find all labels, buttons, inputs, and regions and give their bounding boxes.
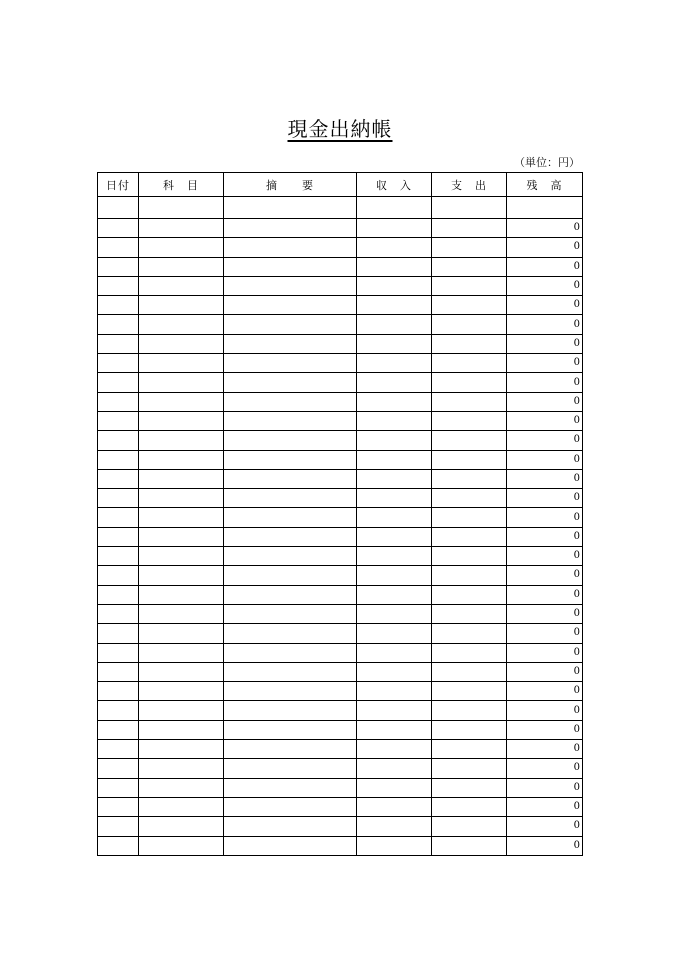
cell-expense[interactable] — [432, 315, 507, 334]
cell-subject[interactable] — [139, 585, 224, 604]
cell-income[interactable] — [357, 431, 432, 450]
cell-summary[interactable] — [224, 740, 357, 759]
cell-date[interactable] — [98, 354, 139, 373]
cell-subject[interactable] — [139, 276, 224, 295]
cell-summary[interactable] — [224, 373, 357, 392]
table-row — [98, 508, 583, 527]
table-row — [98, 296, 583, 315]
cell-date[interactable] — [98, 604, 139, 623]
cell-expense[interactable] — [432, 276, 507, 295]
cell-expense[interactable] — [432, 296, 507, 315]
cell-balance[interactable]: 0 — [507, 682, 583, 701]
cell-expense[interactable] — [432, 740, 507, 759]
cell-summary[interactable] — [224, 334, 357, 353]
cell-income[interactable] — [357, 720, 432, 739]
cell-income[interactable] — [357, 527, 432, 546]
table-row — [98, 392, 583, 411]
cell-date[interactable] — [98, 469, 139, 488]
cell-income[interactable] — [357, 257, 432, 276]
page-title-text: 現金出納帳 — [287, 117, 393, 141]
cell-income[interactable] — [357, 604, 432, 623]
cell-balance[interactable]: 0 — [507, 624, 583, 643]
table-row — [98, 547, 583, 566]
cell-expense[interactable] — [432, 469, 507, 488]
cell-expense[interactable] — [432, 720, 507, 739]
cell-income[interactable] — [357, 354, 432, 373]
cell-date[interactable] — [98, 431, 139, 450]
cell-summary[interactable] — [224, 257, 357, 276]
cell-balance[interactable]: 0 — [507, 759, 583, 778]
cell-income[interactable] — [357, 682, 432, 701]
cell-balance[interactable]: 0 — [507, 354, 583, 373]
cell-date[interactable] — [98, 701, 139, 720]
table-row — [98, 315, 583, 334]
cell-income[interactable] — [357, 469, 432, 488]
cell-balance[interactable]: 0 — [507, 219, 583, 238]
cell-expense[interactable] — [432, 431, 507, 450]
cell-expense[interactable] — [432, 450, 507, 469]
cell-expense[interactable] — [432, 392, 507, 411]
cell-date[interactable] — [98, 682, 139, 701]
cell-summary[interactable] — [224, 566, 357, 585]
cell-summary[interactable] — [224, 643, 357, 662]
cell-summary[interactable] — [224, 489, 357, 508]
cell-subject[interactable] — [139, 836, 224, 855]
table-row — [98, 257, 583, 276]
cell-income[interactable] — [357, 778, 432, 797]
table-row — [98, 682, 583, 701]
cell-balance[interactable]: 0 — [507, 778, 583, 797]
cell-balance[interactable]: 0 — [507, 720, 583, 739]
cell-date[interactable] — [98, 315, 139, 334]
cell-expense[interactable] — [432, 527, 507, 546]
cell-summary[interactable] — [224, 469, 357, 488]
cell-income[interactable] — [357, 836, 432, 855]
header-date: 日付 — [98, 173, 139, 197]
cell-balance[interactable]: 0 — [507, 489, 583, 508]
cell-subject[interactable] — [139, 662, 224, 681]
cell-balance[interactable]: 0 — [507, 238, 583, 257]
table-row — [98, 740, 583, 759]
page-title — [0, 116, 680, 142]
cell-income[interactable] — [357, 489, 432, 508]
table-row — [98, 276, 583, 295]
cell-date[interactable] — [98, 296, 139, 315]
cell-date[interactable] — [98, 720, 139, 739]
table-row — [98, 334, 583, 353]
cell-balance[interactable]: 0 — [507, 315, 583, 334]
cell-income[interactable] — [357, 334, 432, 353]
cell-summary[interactable] — [224, 431, 357, 450]
cell-summary[interactable] — [224, 197, 357, 219]
table-row — [98, 354, 583, 373]
cell-balance[interactable]: 0 — [507, 431, 583, 450]
cell-balance[interactable]: 0 — [507, 508, 583, 527]
cash-ledger-table — [97, 172, 583, 856]
cell-expense[interactable] — [432, 701, 507, 720]
cell-date[interactable] — [98, 740, 139, 759]
cell-date[interactable] — [98, 643, 139, 662]
cell-expense[interactable] — [432, 354, 507, 373]
cell-summary[interactable] — [224, 411, 357, 430]
cell-income[interactable] — [357, 547, 432, 566]
cell-balance[interactable]: 0 — [507, 662, 583, 681]
cell-subject[interactable] — [139, 431, 224, 450]
cell-subject[interactable] — [139, 334, 224, 353]
cell-income[interactable] — [357, 759, 432, 778]
cell-income[interactable] — [357, 296, 432, 315]
table-row — [98, 720, 583, 739]
cell-expense[interactable] — [432, 257, 507, 276]
cell-expense[interactable] — [432, 219, 507, 238]
cell-balance[interactable]: 0 — [507, 527, 583, 546]
cell-summary[interactable] — [224, 296, 357, 315]
cell-date[interactable] — [98, 585, 139, 604]
cell-summary[interactable] — [224, 392, 357, 411]
cell-expense[interactable] — [432, 508, 507, 527]
cell-subject[interactable] — [139, 373, 224, 392]
table-row — [98, 450, 583, 469]
cell-date[interactable] — [98, 392, 139, 411]
cell-date[interactable] — [98, 624, 139, 643]
cell-balance[interactable]: 0 — [507, 334, 583, 353]
table-row — [98, 585, 583, 604]
cell-balance[interactable]: 0 — [507, 373, 583, 392]
cell-summary[interactable] — [224, 682, 357, 701]
cell-summary[interactable] — [224, 604, 357, 623]
cell-subject[interactable] — [139, 257, 224, 276]
cell-summary[interactable] — [224, 547, 357, 566]
cell-summary[interactable] — [224, 315, 357, 334]
table-row — [98, 778, 583, 797]
cell-income[interactable] — [357, 817, 432, 836]
cell-summary[interactable] — [224, 662, 357, 681]
cell-expense[interactable] — [432, 624, 507, 643]
cell-summary[interactable] — [224, 836, 357, 855]
cell-expense[interactable] — [432, 334, 507, 353]
cell-balance[interactable]: 0 — [507, 547, 583, 566]
cell-date[interactable] — [98, 797, 139, 816]
cell-date[interactable] — [98, 817, 139, 836]
cell-summary[interactable] — [224, 701, 357, 720]
cell-subject[interactable] — [139, 547, 224, 566]
cell-income[interactable] — [357, 585, 432, 604]
cell-expense[interactable] — [432, 373, 507, 392]
table-row — [98, 662, 583, 681]
cell-subject[interactable] — [139, 489, 224, 508]
cell-expense[interactable] — [432, 489, 507, 508]
cell-subject[interactable] — [139, 740, 224, 759]
cell-summary[interactable] — [224, 585, 357, 604]
cell-subject[interactable] — [139, 778, 224, 797]
cell-income[interactable] — [357, 197, 432, 219]
cell-income[interactable] — [357, 797, 432, 816]
table-header-row — [98, 173, 583, 197]
cell-income[interactable] — [357, 740, 432, 759]
cell-income[interactable] — [357, 276, 432, 295]
cell-expense[interactable] — [432, 817, 507, 836]
table-row — [98, 566, 583, 585]
cell-subject[interactable] — [139, 624, 224, 643]
cell-subject[interactable] — [139, 643, 224, 662]
cell-date[interactable] — [98, 759, 139, 778]
cell-expense[interactable] — [432, 836, 507, 855]
cell-date[interactable] — [98, 334, 139, 353]
cell-balance[interactable]: 0 — [507, 450, 583, 469]
table-row — [98, 431, 583, 450]
cell-expense[interactable] — [432, 585, 507, 604]
cell-expense[interactable] — [432, 797, 507, 816]
cell-balance[interactable]: 0 — [507, 257, 583, 276]
cell-expense[interactable] — [432, 682, 507, 701]
cell-subject[interactable] — [139, 604, 224, 623]
cell-date[interactable] — [98, 257, 139, 276]
table-row — [98, 219, 583, 238]
cell-balance[interactable] — [507, 197, 583, 219]
header-summary: 摘 要 — [224, 173, 357, 197]
header-income: 収 入 — [357, 173, 432, 197]
cell-income[interactable] — [357, 219, 432, 238]
cell-expense[interactable] — [432, 547, 507, 566]
cell-expense[interactable] — [432, 778, 507, 797]
cell-subject[interactable] — [139, 411, 224, 430]
cell-subject[interactable] — [139, 566, 224, 585]
cell-balance[interactable]: 0 — [507, 296, 583, 315]
cell-balance[interactable]: 0 — [507, 701, 583, 720]
cell-income[interactable] — [357, 624, 432, 643]
table-row — [98, 817, 583, 836]
cell-subject[interactable] — [139, 392, 224, 411]
cell-balance[interactable]: 0 — [507, 604, 583, 623]
table-row — [98, 527, 583, 546]
cell-expense[interactable] — [432, 604, 507, 623]
cell-summary[interactable] — [224, 276, 357, 295]
cell-subject[interactable] — [139, 354, 224, 373]
cell-summary[interactable] — [224, 778, 357, 797]
cell-income[interactable] — [357, 508, 432, 527]
cell-expense[interactable] — [432, 566, 507, 585]
cell-subject[interactable] — [139, 817, 224, 836]
cell-income[interactable] — [357, 566, 432, 585]
cell-subject[interactable] — [139, 682, 224, 701]
table-row — [98, 701, 583, 720]
table-row — [98, 469, 583, 488]
cell-summary[interactable] — [224, 797, 357, 816]
cell-date[interactable] — [98, 547, 139, 566]
cell-summary[interactable] — [224, 450, 357, 469]
cell-subject[interactable] — [139, 197, 224, 219]
table-row — [98, 836, 583, 855]
cell-balance[interactable]: 0 — [507, 276, 583, 295]
cell-balance[interactable]: 0 — [507, 469, 583, 488]
cell-summary[interactable] — [224, 527, 357, 546]
cell-date[interactable] — [98, 219, 139, 238]
cell-summary[interactable] — [224, 624, 357, 643]
cell-balance[interactable]: 0 — [507, 411, 583, 430]
cell-summary[interactable] — [224, 238, 357, 257]
table-row — [98, 643, 583, 662]
cell-balance[interactable]: 0 — [507, 740, 583, 759]
cell-date[interactable] — [98, 836, 139, 855]
cell-balance[interactable]: 0 — [507, 836, 583, 855]
cell-balance[interactable]: 0 — [507, 643, 583, 662]
cell-date[interactable] — [98, 662, 139, 681]
cell-income[interactable] — [357, 701, 432, 720]
cell-subject[interactable] — [139, 450, 224, 469]
cell-balance[interactable]: 0 — [507, 817, 583, 836]
cell-subject[interactable] — [139, 527, 224, 546]
cell-date[interactable] — [98, 238, 139, 257]
header-balance: 残 高 — [507, 173, 583, 197]
table-row — [98, 489, 583, 508]
cell-income[interactable] — [357, 643, 432, 662]
cell-subject[interactable] — [139, 219, 224, 238]
cell-expense[interactable] — [432, 411, 507, 430]
cell-date[interactable] — [98, 508, 139, 527]
header-subject: 科 目 — [139, 173, 224, 197]
cell-expense[interactable] — [432, 238, 507, 257]
table-row — [98, 604, 583, 623]
cell-summary[interactable] — [224, 354, 357, 373]
cell-date[interactable] — [98, 778, 139, 797]
cell-expense[interactable] — [432, 662, 507, 681]
cell-date[interactable] — [98, 373, 139, 392]
cell-subject[interactable] — [139, 469, 224, 488]
cell-date[interactable] — [98, 276, 139, 295]
cell-date[interactable] — [98, 411, 139, 430]
cell-income[interactable] — [357, 662, 432, 681]
table-row — [98, 373, 583, 392]
cell-summary[interactable] — [224, 817, 357, 836]
cell-expense[interactable] — [432, 759, 507, 778]
cell-summary[interactable] — [224, 720, 357, 739]
cell-subject[interactable] — [139, 720, 224, 739]
cell-subject[interactable] — [139, 759, 224, 778]
table-row — [98, 238, 583, 257]
cell-balance[interactable]: 0 — [507, 585, 583, 604]
cell-income[interactable] — [357, 392, 432, 411]
table-row — [98, 624, 583, 643]
unit-note: （単位：円） — [514, 156, 580, 169]
cell-expense[interactable] — [432, 643, 507, 662]
table-row — [98, 759, 583, 778]
cell-subject[interactable] — [139, 797, 224, 816]
cell-balance[interactable]: 0 — [507, 797, 583, 816]
cell-summary[interactable] — [224, 759, 357, 778]
cell-income[interactable] — [357, 411, 432, 430]
table-row — [98, 411, 583, 430]
cell-balance[interactable]: 0 — [507, 566, 583, 585]
cell-summary[interactable] — [224, 219, 357, 238]
cell-subject[interactable] — [139, 238, 224, 257]
cell-date[interactable] — [98, 566, 139, 585]
cell-date[interactable] — [98, 450, 139, 469]
cell-subject[interactable] — [139, 701, 224, 720]
cell-subject[interactable] — [139, 296, 224, 315]
cell-subject[interactable] — [139, 315, 224, 334]
cell-date[interactable] — [98, 489, 139, 508]
cell-income[interactable] — [357, 450, 432, 469]
header-expense: 支 出 — [432, 173, 507, 197]
cell-date[interactable] — [98, 527, 139, 546]
cell-summary[interactable] — [224, 508, 357, 527]
cell-date[interactable] — [98, 197, 139, 219]
cell-balance[interactable]: 0 — [507, 392, 583, 411]
cell-income[interactable] — [357, 238, 432, 257]
cell-expense[interactable] — [432, 197, 507, 219]
cell-subject[interactable] — [139, 508, 224, 527]
table-row — [98, 797, 583, 816]
table-row-opening — [98, 197, 583, 219]
cell-income[interactable] — [357, 315, 432, 334]
cell-income[interactable] — [357, 373, 432, 392]
